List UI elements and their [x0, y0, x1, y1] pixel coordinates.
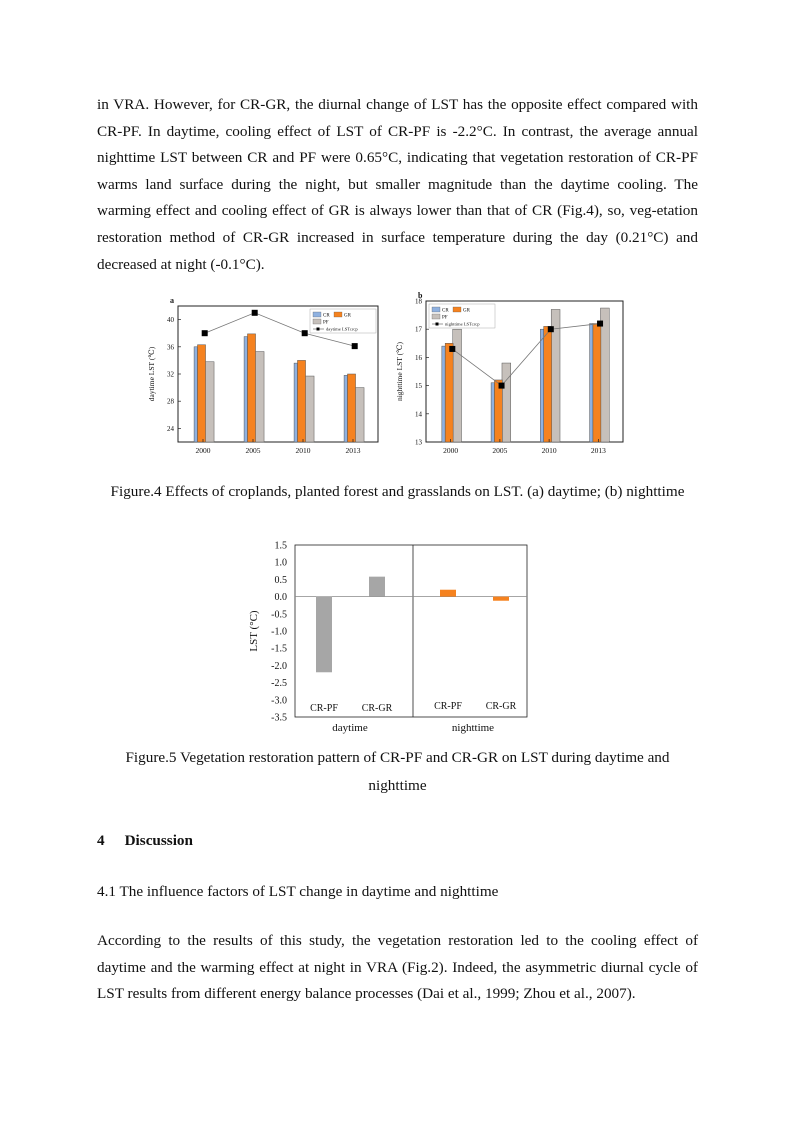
bar-pf [600, 308, 609, 442]
bar-cr [344, 375, 347, 442]
y-tick-label: 16 [415, 353, 422, 362]
legend-swatch [334, 312, 342, 317]
legend-label: PF [323, 320, 329, 326]
y-axis-label: daytime LST (℃) [147, 346, 156, 402]
bar-cr [244, 337, 247, 442]
bar-gr [347, 374, 355, 442]
x-category-label: CR-GR [361, 703, 393, 714]
legend-swatch [432, 307, 440, 312]
x-tick-label: 2013 [590, 446, 606, 455]
y-axis-label: LST (°C) [248, 610, 260, 652]
series-marker [597, 321, 603, 327]
panel-label: a [170, 296, 174, 305]
body-paragraph-1: in VRA. However, for CR-GR, the diurnal change of LST has the opposite effect compared with CR-PF. In daytime, cooling effect of LST of CR-PF is -2.2°C. In contrast, the average annual nighttime LST between CR and PF were 0.65°C, indicating that vegetation restoration of CR-PF warms land surface during the night, but smaller magnitude than the daytime cooling. The warming effect and cooling effect of GR is always lower than that of CR (Fig.4), so, veg-etation restoration method of CR-GR increased in surface temperature during the day (0.21°C) and decreased at night (-0.1°C). [97, 96, 698, 273]
legend-swatch [313, 312, 321, 317]
bar-cr [194, 347, 197, 442]
legend-swatch [432, 314, 440, 319]
y-tick-label: 40 [167, 316, 174, 325]
bar-cr [442, 346, 445, 442]
y-tick-label: 1.0 [274, 557, 287, 569]
x-tick-label: 2013 [345, 446, 361, 455]
x-tick-label: 2005 [245, 446, 261, 455]
bar-gr [544, 326, 552, 442]
bar-cr [590, 324, 593, 442]
figure5-caption: Figure.5 Vegetation restoration pattern of CR-PF and CR-GR on LST during daytime and nighttime [125, 749, 670, 794]
legend-swatch [453, 307, 461, 312]
bar-gr [247, 334, 255, 442]
figure4a-chart [147, 294, 385, 462]
legend-marker [436, 323, 439, 326]
y-tick-label: 17 [415, 325, 422, 334]
figure4b-chart [393, 291, 633, 462]
group-label: daytime [332, 722, 368, 734]
x-category-label: CR-PF [310, 703, 338, 714]
series-line [452, 324, 600, 386]
series-marker [202, 330, 208, 336]
legend-label: GR [463, 308, 470, 314]
y-tick-label: -2.0 [271, 660, 287, 672]
panel-label: b [418, 291, 423, 300]
legend-label: CR [442, 308, 449, 314]
bar-gr [593, 324, 601, 442]
series-marker [499, 383, 505, 389]
series-marker [449, 346, 455, 352]
bar-pf [502, 363, 511, 442]
bar-gr [197, 345, 205, 442]
section-heading [97, 832, 193, 850]
bar-pf [255, 352, 264, 442]
y-tick-label: 28 [167, 397, 174, 406]
series-marker [252, 310, 258, 316]
bar-cr-gr [369, 577, 385, 597]
group-label: nighttime [451, 722, 495, 734]
section-number: 4 [97, 832, 105, 849]
y-tick-label: 1.5 [274, 540, 287, 552]
x-tick-label: 2000 [195, 446, 211, 455]
x-category-label: CR-GR [485, 701, 517, 712]
bar-pf [205, 362, 214, 442]
series-marker [302, 330, 308, 336]
y-tick-label: 36 [167, 343, 174, 352]
x-tick-label: 2010 [295, 446, 311, 455]
legend-label: nighttime LSTcrcp [445, 321, 480, 327]
y-tick-label: 13 [415, 438, 422, 447]
bar-pf [355, 388, 364, 442]
series-marker [548, 326, 554, 332]
legend-label: PF [442, 315, 448, 321]
y-tick-label: 0.5 [274, 574, 287, 586]
y-tick-label: -3.0 [271, 695, 287, 707]
bar-gr [445, 343, 453, 442]
legend-marker [317, 328, 320, 331]
figure4-caption: Figure.4 Effects of croplands, planted forest and grasslands on LST. (a) daytime; (b) nighttime [110, 483, 685, 500]
y-tick-label: -3.5 [271, 712, 287, 724]
x-tick-label: 2005 [492, 446, 508, 455]
x-category-label: CR-PF [434, 701, 462, 712]
legend-label: daytime LSTcrcp [326, 326, 358, 332]
y-tick-label: -0.5 [271, 609, 287, 621]
bar-cr-pf [316, 597, 332, 673]
subsection-heading: 4.1 The influence factors of LST change in daytime and nighttime [97, 883, 499, 900]
bar-cr [540, 329, 543, 442]
y-tick-label: -1.0 [271, 626, 287, 638]
body-paragraph-2: According to the results of this study, the vegetation restoration led to the cooling effect of daytime and the warming effect at night in VRA (Fig.2). Indeed, the asymmetric diurnal cycle of LST results from different energy balance processes (Dai et al., 1999; Zhou et al., 2007). [97, 932, 698, 1003]
y-tick-label: -1.5 [271, 643, 287, 655]
y-axis-label: nighttime LST (℃) [395, 341, 404, 402]
y-tick-label: 0.0 [274, 592, 287, 604]
bar-gr [297, 360, 305, 442]
y-tick-label: 18 [415, 297, 422, 306]
bar-gr [494, 380, 502, 442]
section-title: Discussion [124, 832, 193, 849]
legend-label: GR [344, 313, 351, 319]
x-tick-label: 2000 [443, 446, 459, 455]
figure5-chart [245, 535, 545, 745]
y-tick-label: 15 [415, 382, 422, 391]
y-tick-label: 24 [167, 424, 174, 433]
bar-cr-pf [440, 590, 456, 597]
legend-label: CR [323, 313, 330, 319]
bar-cr-gr [493, 597, 509, 601]
bar-cr [294, 363, 297, 442]
bar-pf [305, 376, 314, 442]
x-tick-label: 2010 [541, 446, 557, 455]
y-tick-label: 32 [167, 370, 174, 379]
y-tick-label: 14 [415, 410, 422, 419]
bar-cr [491, 383, 494, 442]
series-marker [352, 343, 358, 349]
legend-swatch [313, 319, 321, 324]
y-tick-label: -2.5 [271, 678, 287, 690]
